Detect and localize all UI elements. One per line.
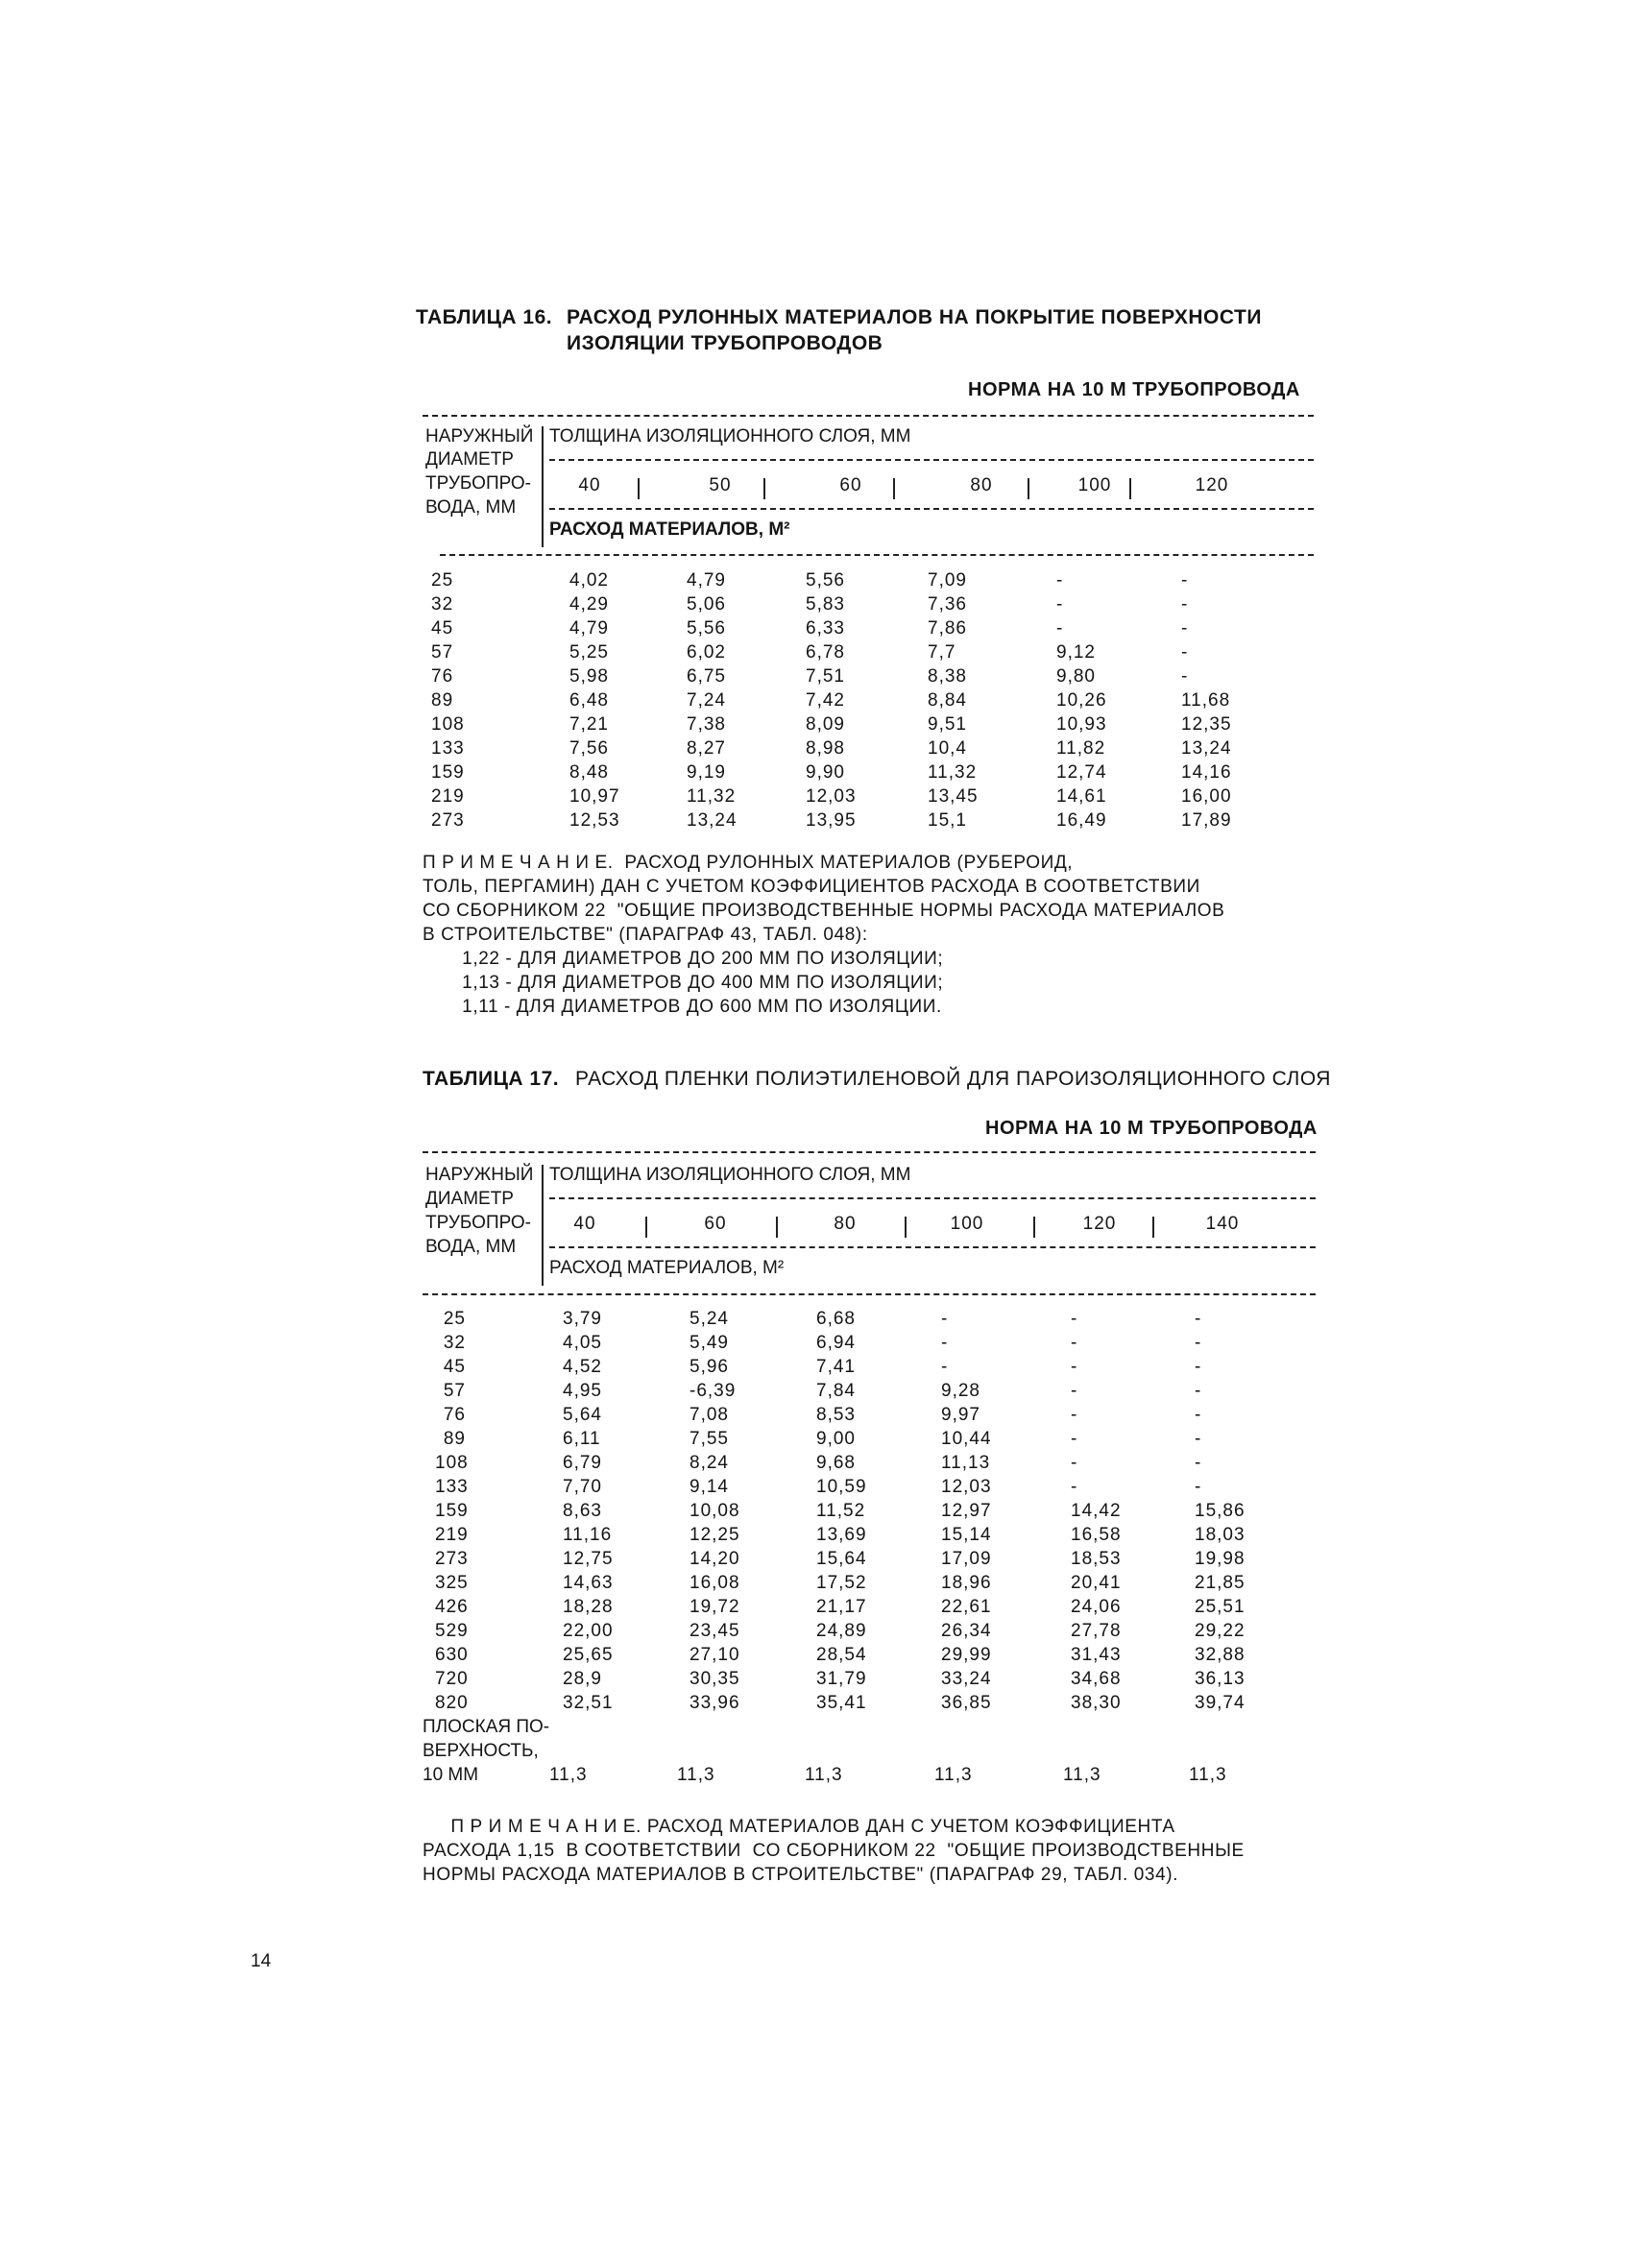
table17-diameter: 720 bbox=[435, 1669, 469, 1689]
table17-value: 8,53 bbox=[816, 1405, 856, 1425]
table16-value: 7,51 bbox=[806, 666, 845, 687]
table17-value: 17,52 bbox=[816, 1573, 867, 1593]
table17-diameter: 108 bbox=[435, 1453, 469, 1473]
table16-value: 6,78 bbox=[806, 642, 845, 663]
table16-value: 9,12 bbox=[1056, 642, 1096, 663]
table16-value: - bbox=[1181, 642, 1189, 663]
table16-value: - bbox=[1056, 594, 1064, 615]
table17-value: 6,79 bbox=[563, 1453, 602, 1473]
table17-value: 9,00 bbox=[816, 1429, 856, 1449]
table16-value: 8,84 bbox=[928, 690, 967, 711]
table16-value: 7,56 bbox=[569, 738, 609, 759]
table17-value: 36,13 bbox=[1195, 1669, 1246, 1689]
table17-diameter: 133 bbox=[435, 1477, 469, 1497]
table17-diameter: 630 bbox=[435, 1645, 469, 1665]
table16-value: 5,56 bbox=[687, 618, 726, 639]
table17-value: 11,52 bbox=[816, 1501, 866, 1521]
table17-value: 35,41 bbox=[816, 1693, 867, 1713]
table17-value: - bbox=[941, 1333, 949, 1353]
table16-value: 5,25 bbox=[569, 642, 609, 663]
table17-diameter: 76 bbox=[443, 1405, 466, 1425]
table16-value: 12,74 bbox=[1056, 762, 1107, 783]
table16-value: 6,02 bbox=[687, 642, 726, 663]
table17-value: - bbox=[941, 1357, 949, 1377]
table16-col-header: 100 bbox=[1077, 475, 1112, 495]
table17-rowlabel-3: ТРУБОПРО- bbox=[425, 1213, 531, 1233]
table16-value: - bbox=[1181, 594, 1189, 615]
table17-value: 9,68 bbox=[816, 1453, 856, 1473]
table16-value: 4,02 bbox=[569, 570, 609, 591]
table16-value: 15,1 bbox=[928, 810, 967, 831]
table17-value: - bbox=[1071, 1405, 1078, 1425]
table16-value: 9,19 bbox=[687, 762, 726, 783]
table17-value: 5,49 bbox=[689, 1333, 729, 1353]
table16-col-header: 40 bbox=[578, 475, 601, 495]
table16-value: 5,06 bbox=[687, 594, 726, 615]
table17-col-header: 60 bbox=[704, 1214, 727, 1234]
table17-diameter: 25 bbox=[443, 1309, 466, 1329]
table16-value: 7,38 bbox=[687, 714, 726, 735]
table17-value: 10,08 bbox=[689, 1501, 740, 1521]
table17-value: - bbox=[1071, 1429, 1078, 1449]
table17-norm: НОРМА НА 10 М ТРУБОПРОВОДА bbox=[985, 1118, 1318, 1139]
table17-diameter: 89 bbox=[443, 1429, 466, 1449]
table16-value: 7,09 bbox=[928, 570, 967, 591]
table16-col-header: 120 bbox=[1195, 475, 1229, 495]
table17-value: 15,86 bbox=[1195, 1501, 1246, 1521]
table17-col-header: 100 bbox=[950, 1214, 984, 1234]
table17-diameter: 159 bbox=[435, 1501, 469, 1521]
table16-value: 9,80 bbox=[1056, 666, 1096, 687]
table17-value: 23,45 bbox=[689, 1621, 740, 1641]
table16-note-line: П Р И М Е Ч А Н И Е. РАСХОД РУЛОННЫХ МАТЕРИАЛОВ (РУБЕРОИД, bbox=[423, 853, 1074, 873]
table17-value: 19,98 bbox=[1195, 1549, 1246, 1569]
table16-rowlabel-3: ТРУБОПРО- bbox=[425, 473, 531, 494]
table17-value: 21,17 bbox=[816, 1597, 867, 1617]
table16-col-divider bbox=[1129, 478, 1131, 499]
table16-col-divider bbox=[763, 478, 765, 499]
table17-rowlabel-2: ДИАМЕТР bbox=[425, 1189, 514, 1209]
table17-value: 4,52 bbox=[563, 1357, 602, 1377]
table17-rowlabel-1: НАРУЖНЫЙ bbox=[425, 1165, 534, 1185]
table17-value: 29,99 bbox=[941, 1645, 992, 1665]
table17-value: 24,89 bbox=[816, 1621, 867, 1641]
table17-value: 3,79 bbox=[563, 1309, 602, 1329]
table16-value: 11,32 bbox=[928, 762, 978, 783]
table16-value: - bbox=[1056, 618, 1064, 639]
table17-value: 21,85 bbox=[1195, 1573, 1246, 1593]
table17-note bbox=[423, 1815, 1245, 1887]
table17-value: 39,74 bbox=[1195, 1693, 1246, 1713]
table16-value: 6,33 bbox=[806, 618, 845, 639]
table17-rowlabel-4: ВОДА, ММ bbox=[425, 1237, 517, 1257]
table17-flat-value: 11,3 bbox=[1063, 1765, 1101, 1785]
table16-title-line2: ИЗОЛЯЦИИ ТРУБОПРОВОДОВ bbox=[567, 332, 883, 354]
table17-value: 30,35 bbox=[689, 1669, 740, 1689]
table17-value: - bbox=[1195, 1405, 1202, 1425]
table17-value: 25,65 bbox=[563, 1645, 614, 1665]
table17-value: 32,88 bbox=[1195, 1645, 1246, 1665]
table17-value: - bbox=[1195, 1333, 1202, 1353]
table16-value: 5,83 bbox=[806, 594, 845, 615]
table17-diameter: 57 bbox=[443, 1381, 466, 1401]
table17-value: - bbox=[1071, 1381, 1078, 1401]
table17-value: 29,22 bbox=[1195, 1621, 1246, 1641]
table17-rule-h1 bbox=[549, 1197, 1316, 1199]
table16-title-line1: РАСХОД РУЛОННЫХ МАТЕРИАЛОВ НА ПОКРЫТИЕ ПОВЕРХНОСТИ bbox=[567, 306, 1262, 328]
table17-value: 26,34 bbox=[941, 1621, 992, 1641]
table17-value: 7,08 bbox=[689, 1405, 729, 1425]
table16-rule-h1 bbox=[549, 459, 1314, 461]
table17-value: 12,97 bbox=[941, 1501, 992, 1521]
table17-thickness-label: ТОЛЩИНА ИЗОЛЯЦИОННОГО СЛОЯ, ММ bbox=[549, 1165, 911, 1185]
table17-value: 7,84 bbox=[816, 1381, 856, 1401]
table16-value: 12,03 bbox=[806, 786, 857, 807]
table16-diameter: 133 bbox=[431, 738, 465, 759]
table17-value: 15,14 bbox=[941, 1525, 992, 1545]
table17-diameter: 529 bbox=[435, 1621, 469, 1641]
table16-col-header: 80 bbox=[970, 475, 993, 495]
table17-value: 22,00 bbox=[563, 1621, 614, 1641]
table17-value: 8,63 bbox=[563, 1501, 602, 1521]
table17-rule-top bbox=[423, 1151, 1316, 1153]
table16-col-divider bbox=[893, 478, 895, 499]
table16-value: 10,93 bbox=[1056, 714, 1107, 735]
table16-value: 6,75 bbox=[687, 666, 726, 687]
table17-value: 12,03 bbox=[941, 1477, 992, 1497]
table16-rowlabel-4: ВОДА, ММ bbox=[425, 497, 517, 518]
table16-value: 10,4 bbox=[928, 738, 967, 759]
table16-value: - bbox=[1181, 666, 1189, 687]
table16-value: 7,36 bbox=[928, 594, 967, 615]
table16-note-line: СО СБОРНИКОМ 22 "ОБЩИЕ ПРОИЗВОДСТВЕННЫЕ НОРМЫ РАСХОДА МАТЕРИАЛОВ bbox=[423, 901, 1225, 921]
table17-value: 33,24 bbox=[941, 1669, 992, 1689]
table17-note-line: НОРМЫ РАСХОДА МАТЕРИАЛОВ В СТРОИТЕЛЬСТВЕ" (ПАРАГРАФ 29, ТАБЛ. 034). bbox=[423, 1865, 1179, 1885]
table17-value: 22,61 bbox=[941, 1597, 992, 1617]
table17-value: - bbox=[1195, 1453, 1202, 1473]
table16-value: 7,24 bbox=[687, 690, 726, 711]
table17-rule-body bbox=[423, 1293, 1316, 1295]
table17-flat-label-3: 10 ММ bbox=[423, 1765, 479, 1785]
table17-rule-h2 bbox=[549, 1246, 1316, 1248]
table16-value: 7,7 bbox=[928, 642, 956, 663]
table17-note-line: П Р И М Е Ч А Н И Е. РАСХОД МАТЕРИАЛОВ ДАН С УЧЕТОМ КОЭФФИЦИЕНТА bbox=[423, 1817, 1175, 1837]
table17-col-header: 40 bbox=[573, 1214, 596, 1234]
table17-flat-label-2: ВЕРХНОСТЬ, bbox=[423, 1741, 539, 1761]
table17-title-label: ТАБЛИЦА 17. bbox=[423, 1068, 560, 1090]
table16-diameter: 32 bbox=[431, 594, 454, 615]
table16-note-line: В СТРОИТЕЛЬСТВЕ" (ПАРАГРАФ 43, ТАБЛ. 048): bbox=[423, 925, 868, 945]
table17-value: 4,95 bbox=[563, 1381, 602, 1401]
table16-value: - bbox=[1056, 570, 1064, 591]
table16-value: 5,56 bbox=[806, 570, 845, 591]
table17-value: 11,13 bbox=[941, 1453, 991, 1473]
table17-value: 17,09 bbox=[941, 1549, 992, 1569]
table17-value: 31,43 bbox=[1071, 1645, 1122, 1665]
table17-value: 5,96 bbox=[689, 1357, 729, 1377]
table16-rule-top bbox=[423, 415, 1314, 417]
table17-value: 9,28 bbox=[941, 1381, 980, 1401]
table17-col-header: 120 bbox=[1082, 1214, 1117, 1234]
table17-flat-value: 11,3 bbox=[549, 1765, 588, 1785]
table17-value: 28,9 bbox=[563, 1669, 602, 1689]
table16-rowlabel-2: ДИАМЕТР bbox=[425, 449, 514, 470]
table16-value: 9,90 bbox=[806, 762, 845, 783]
table16-value: 8,27 bbox=[687, 738, 726, 759]
table17-value: 11,16 bbox=[563, 1525, 613, 1545]
table17-value: 5,64 bbox=[563, 1405, 602, 1425]
table16-value: 6,48 bbox=[569, 690, 609, 711]
table16-diameter: 89 bbox=[431, 690, 454, 711]
table17-value: 15,64 bbox=[816, 1549, 867, 1569]
table17-value: 12,75 bbox=[563, 1549, 614, 1569]
table17-value: - bbox=[1195, 1381, 1202, 1401]
table16-value: 13,95 bbox=[806, 810, 857, 831]
table17-header-divider bbox=[542, 1165, 544, 1286]
table17-col-divider bbox=[1033, 1217, 1035, 1238]
table16-value: 13,45 bbox=[928, 786, 979, 807]
table16-col-header: 60 bbox=[839, 475, 862, 495]
table17-flat-label-1: ПЛОСКАЯ ПО- bbox=[423, 1717, 550, 1737]
table16-note-line: 1,11 - ДЛЯ ДИАМЕТРОВ ДО 600 ММ ПО ИЗОЛЯЦИИ. bbox=[423, 997, 942, 1017]
table17-value: - bbox=[1195, 1309, 1202, 1329]
table17-value: 10,59 bbox=[816, 1477, 867, 1497]
table17-value: 5,24 bbox=[689, 1309, 729, 1329]
table16-value: 12,53 bbox=[569, 810, 620, 831]
table16-note-line: 1,22 - ДЛЯ ДИАМЕТРОВ ДО 200 ММ ПО ИЗОЛЯЦИИ; bbox=[423, 949, 944, 969]
table17-value: 10,44 bbox=[941, 1429, 992, 1449]
table16-rule-body bbox=[440, 554, 1314, 556]
table17-value: 12,25 bbox=[689, 1525, 740, 1545]
table17-value: 27,78 bbox=[1071, 1621, 1122, 1641]
table16-consumption-label: РАСХОД МАТЕРИАЛОВ, М² bbox=[549, 519, 790, 540]
table17-col-divider bbox=[905, 1217, 907, 1238]
table16-value: 13,24 bbox=[687, 810, 738, 831]
table17-value: 7,55 bbox=[689, 1429, 729, 1449]
table17-value: 31,79 bbox=[816, 1669, 867, 1689]
table16-value: 8,48 bbox=[569, 762, 609, 783]
table17-value: 25,51 bbox=[1195, 1597, 1246, 1617]
table16-value: 7,21 bbox=[569, 714, 609, 735]
table17-value: 18,96 bbox=[941, 1573, 992, 1593]
table16-value: 4,79 bbox=[687, 570, 726, 591]
table17-flat-value: 11,3 bbox=[934, 1765, 973, 1785]
table17-value: 38,30 bbox=[1071, 1693, 1122, 1713]
table17-value: 28,54 bbox=[816, 1645, 867, 1665]
table17-value: - bbox=[1195, 1477, 1202, 1497]
table16-value: 17,89 bbox=[1181, 810, 1232, 831]
table17-flat-value: 11,3 bbox=[805, 1765, 843, 1785]
table17-value: 16,08 bbox=[689, 1573, 740, 1593]
table16-value: 4,79 bbox=[569, 618, 609, 639]
table16-value: - bbox=[1181, 570, 1189, 591]
table17-value: - bbox=[941, 1309, 949, 1329]
table17-value: 32,51 bbox=[563, 1693, 614, 1713]
table17-value: - bbox=[1195, 1357, 1202, 1377]
table16-value: 8,98 bbox=[806, 738, 845, 759]
table16-value: 10,97 bbox=[569, 786, 620, 807]
table17-value: - bbox=[1071, 1357, 1078, 1377]
table17-value: 18,28 bbox=[563, 1597, 614, 1617]
table16-value: 9,51 bbox=[928, 714, 967, 735]
table16-value: 8,09 bbox=[806, 714, 845, 735]
table17-value: 6,94 bbox=[816, 1333, 856, 1353]
table17-value: 20,41 bbox=[1071, 1573, 1122, 1593]
table17-value: - bbox=[1071, 1333, 1078, 1353]
table16-note bbox=[423, 851, 1224, 1019]
table16-value: 14,16 bbox=[1181, 762, 1232, 783]
table16-col-divider bbox=[1028, 478, 1029, 499]
table17-flat-value: 11,3 bbox=[677, 1765, 715, 1785]
table17-col-header: 140 bbox=[1205, 1214, 1240, 1234]
table17-title-line1: РАСХОД ПЛЕНКИ ПОЛИЭТИЛЕНОВОЙ ДЛЯ ПАРОИЗОЛЯЦИОННОГО СЛОЯ bbox=[575, 1068, 1331, 1090]
table16-value: 16,49 bbox=[1056, 810, 1107, 831]
table17-value: 6,11 bbox=[563, 1429, 601, 1449]
page-number: 14 bbox=[251, 1951, 272, 1971]
table16-value: 14,61 bbox=[1056, 786, 1107, 807]
table16-value: 16,00 bbox=[1181, 786, 1232, 807]
table16-value: 5,98 bbox=[569, 666, 609, 687]
table16-header-divider bbox=[542, 426, 544, 547]
table17-value: 14,20 bbox=[689, 1549, 740, 1569]
table16-col-header: 50 bbox=[709, 475, 732, 495]
table16-diameter: 57 bbox=[431, 642, 454, 663]
table17-value: 24,06 bbox=[1071, 1597, 1122, 1617]
table17-value: - bbox=[1071, 1477, 1078, 1497]
table17-value: 4,05 bbox=[563, 1333, 602, 1353]
table17-col-divider bbox=[776, 1217, 778, 1238]
table16-diameter: 76 bbox=[431, 666, 454, 687]
table16-value: 11,82 bbox=[1056, 738, 1106, 759]
table16-value: 11,68 bbox=[1181, 690, 1231, 711]
table17-col-divider bbox=[1152, 1217, 1154, 1238]
table16-col-divider bbox=[638, 478, 640, 499]
table17-value: 33,96 bbox=[689, 1693, 740, 1713]
table16-value: - bbox=[1181, 618, 1189, 639]
table17-value: 34,68 bbox=[1071, 1669, 1122, 1689]
table17-value: 18,53 bbox=[1071, 1549, 1122, 1569]
table17-value: -6,39 bbox=[689, 1381, 737, 1401]
table16-rule-h2 bbox=[549, 508, 1314, 510]
table17-value: 9,97 bbox=[941, 1405, 980, 1425]
table17-value: 9,14 bbox=[689, 1477, 729, 1497]
table16-value: 7,86 bbox=[928, 618, 967, 639]
table17-value: - bbox=[1071, 1309, 1078, 1329]
table17-diameter: 820 bbox=[435, 1693, 469, 1713]
table17-value: 18,03 bbox=[1195, 1525, 1246, 1545]
table17-diameter: 219 bbox=[435, 1525, 469, 1545]
table17-value: 7,41 bbox=[816, 1357, 856, 1377]
table16-value: 4,29 bbox=[569, 594, 609, 615]
table16-diameter: 45 bbox=[431, 618, 454, 639]
table16-rowlabel-1: НАРУЖНЫЙ bbox=[425, 426, 534, 446]
table16-value: 10,26 bbox=[1056, 690, 1107, 711]
table17-value: 7,70 bbox=[563, 1477, 602, 1497]
table17-diameter: 273 bbox=[435, 1549, 469, 1569]
table17-value: 19,72 bbox=[689, 1597, 740, 1617]
table17-value: 6,68 bbox=[816, 1309, 856, 1329]
table17-flat-value: 11,3 bbox=[1189, 1765, 1227, 1785]
table16-note-line: ТОЛЬ, ПЕРГАМИН) ДАН С УЧЕТОМ КОЭФФИЦИЕНТОВ РАСХОДА В СООТВЕТСТВИИ bbox=[423, 877, 1200, 897]
table16-title-label: ТАБЛИЦА 16. bbox=[416, 306, 553, 328]
table16-diameter: 25 bbox=[431, 570, 454, 591]
table17-value: 16,58 bbox=[1071, 1525, 1122, 1545]
table16-norm: НОРМА НА 10 М ТРУБОПРОВОДА bbox=[968, 379, 1300, 400]
table16-value: 8,38 bbox=[928, 666, 967, 687]
table17-value: - bbox=[1195, 1429, 1202, 1449]
table17-diameter: 45 bbox=[443, 1357, 466, 1377]
table17-value: - bbox=[1071, 1453, 1078, 1473]
table16-diameter: 108 bbox=[431, 714, 465, 735]
table16-diameter: 219 bbox=[431, 786, 465, 807]
table16-thickness-label: ТОЛЩИНА ИЗОЛЯЦИОННОГО СЛОЯ, ММ bbox=[549, 426, 911, 446]
table16-diameter: 273 bbox=[431, 810, 465, 831]
table17-note-line: РАСХОДА 1,15 В СООТВЕТСТВИИ СО СБОРНИКОМ 22 "ОБЩИЕ ПРОИЗВОДСТВЕННЫЕ bbox=[423, 1841, 1245, 1861]
table17-consumption-label: РАСХОД МАТЕРИАЛОВ, М² bbox=[549, 1258, 785, 1278]
table17-col-divider bbox=[645, 1217, 647, 1238]
table17-value: 13,69 bbox=[816, 1525, 867, 1545]
table16-diameter: 159 bbox=[431, 762, 465, 783]
table16-value: 13,24 bbox=[1181, 738, 1232, 759]
table17-value: 14,42 bbox=[1071, 1501, 1122, 1521]
table16-note-line: 1,13 - ДЛЯ ДИАМЕТРОВ ДО 400 ММ ПО ИЗОЛЯЦИИ; bbox=[423, 973, 944, 993]
table17-value: 8,24 bbox=[689, 1453, 729, 1473]
table17-diameter: 32 bbox=[443, 1333, 466, 1353]
table17-value: 14,63 bbox=[563, 1573, 614, 1593]
table16-value: 7,42 bbox=[806, 690, 845, 711]
table17-value: 36,85 bbox=[941, 1693, 992, 1713]
table17-col-header: 80 bbox=[834, 1214, 857, 1234]
table17-value: 27,10 bbox=[689, 1645, 740, 1665]
table16-value: 12,35 bbox=[1181, 714, 1232, 735]
table17-diameter: 426 bbox=[435, 1597, 469, 1617]
table17-diameter: 325 bbox=[435, 1573, 469, 1593]
table16-value: 11,32 bbox=[687, 786, 737, 807]
